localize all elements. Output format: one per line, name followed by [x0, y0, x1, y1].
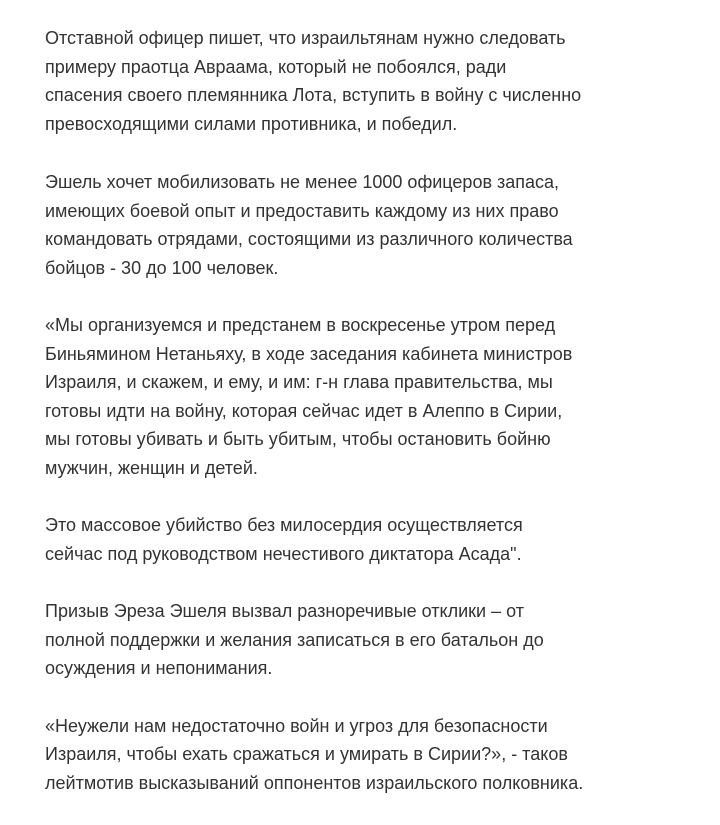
paragraph-5	[45, 597, 605, 683]
paragraph-line: имеющих боевой опыт и предоставить каждому из них право	[45, 200, 559, 221]
paragraph-line: осуждения и непонимания.	[45, 658, 273, 678]
paragraph-3-quote	[45, 311, 605, 482]
paragraph-line: Отставной офицер пишет, что израильтянам нужно следовать	[45, 28, 566, 48]
paragraph-line: мы готовы убивать и быть убитым, чтобы остановить бойню	[45, 429, 551, 449]
paragraph-line: командовать отрядами, состоящими из различного количества	[45, 229, 573, 249]
paragraph-line: Эшель хочет мобилизовать не менее 1000 офицеров запаса,	[45, 172, 560, 192]
paragraph-line: «Мы организуемся и предстанем в воскресенье утром перед	[45, 315, 556, 335]
paragraph-line: готовы идти на войну, которая сейчас идет в Алеппо в Сирии,	[45, 400, 563, 421]
paragraph-4	[45, 511, 605, 568]
paragraph-line: спасения своего племянника Лота, вступить в войну с численно	[45, 85, 582, 105]
paragraph-line: «Неужели нам недостаточно войн и угроз для безопасности	[45, 715, 548, 736]
paragraph-line: Это массовое убийство без милосердия осуществляется	[45, 515, 523, 535]
paragraph-line: Израиля, и скажем, и ему, и им: г-н глава правительства, мы	[45, 372, 553, 392]
paragraph-line: Биньямином Нетаньяху, в ходе заседания кабинета министров	[45, 343, 573, 364]
paragraph-line: мужчин, женщин и детей.	[45, 457, 258, 478]
paragraph-line: полной поддержки и желания записаться в его батальон до	[45, 629, 544, 650]
paragraph-line: Призыв Эреза Эшеля вызвал разноречивые отклики – от	[45, 601, 524, 621]
article-body	[45, 24, 605, 797]
paragraph-1	[45, 24, 605, 138]
paragraph-line: примеру праотца Авраама, который не побоялся, ради	[45, 56, 507, 77]
paragraph-2	[45, 168, 605, 282]
paragraph-line: лейтмотив высказываний оппонентов израильского полковника.	[45, 772, 584, 793]
paragraph-line: превосходящими силами противника, и победил.	[45, 113, 458, 134]
paragraph-line: Израиля, чтобы ехать сражаться и умирать в Сирии?», - таков	[45, 744, 568, 764]
paragraph-line: сейчас под руководством нечестивого диктатора Асада".	[45, 543, 522, 564]
paragraph-line: бойцов - 30 до 100 человек.	[45, 257, 279, 278]
paragraph-6-quote	[45, 712, 605, 798]
